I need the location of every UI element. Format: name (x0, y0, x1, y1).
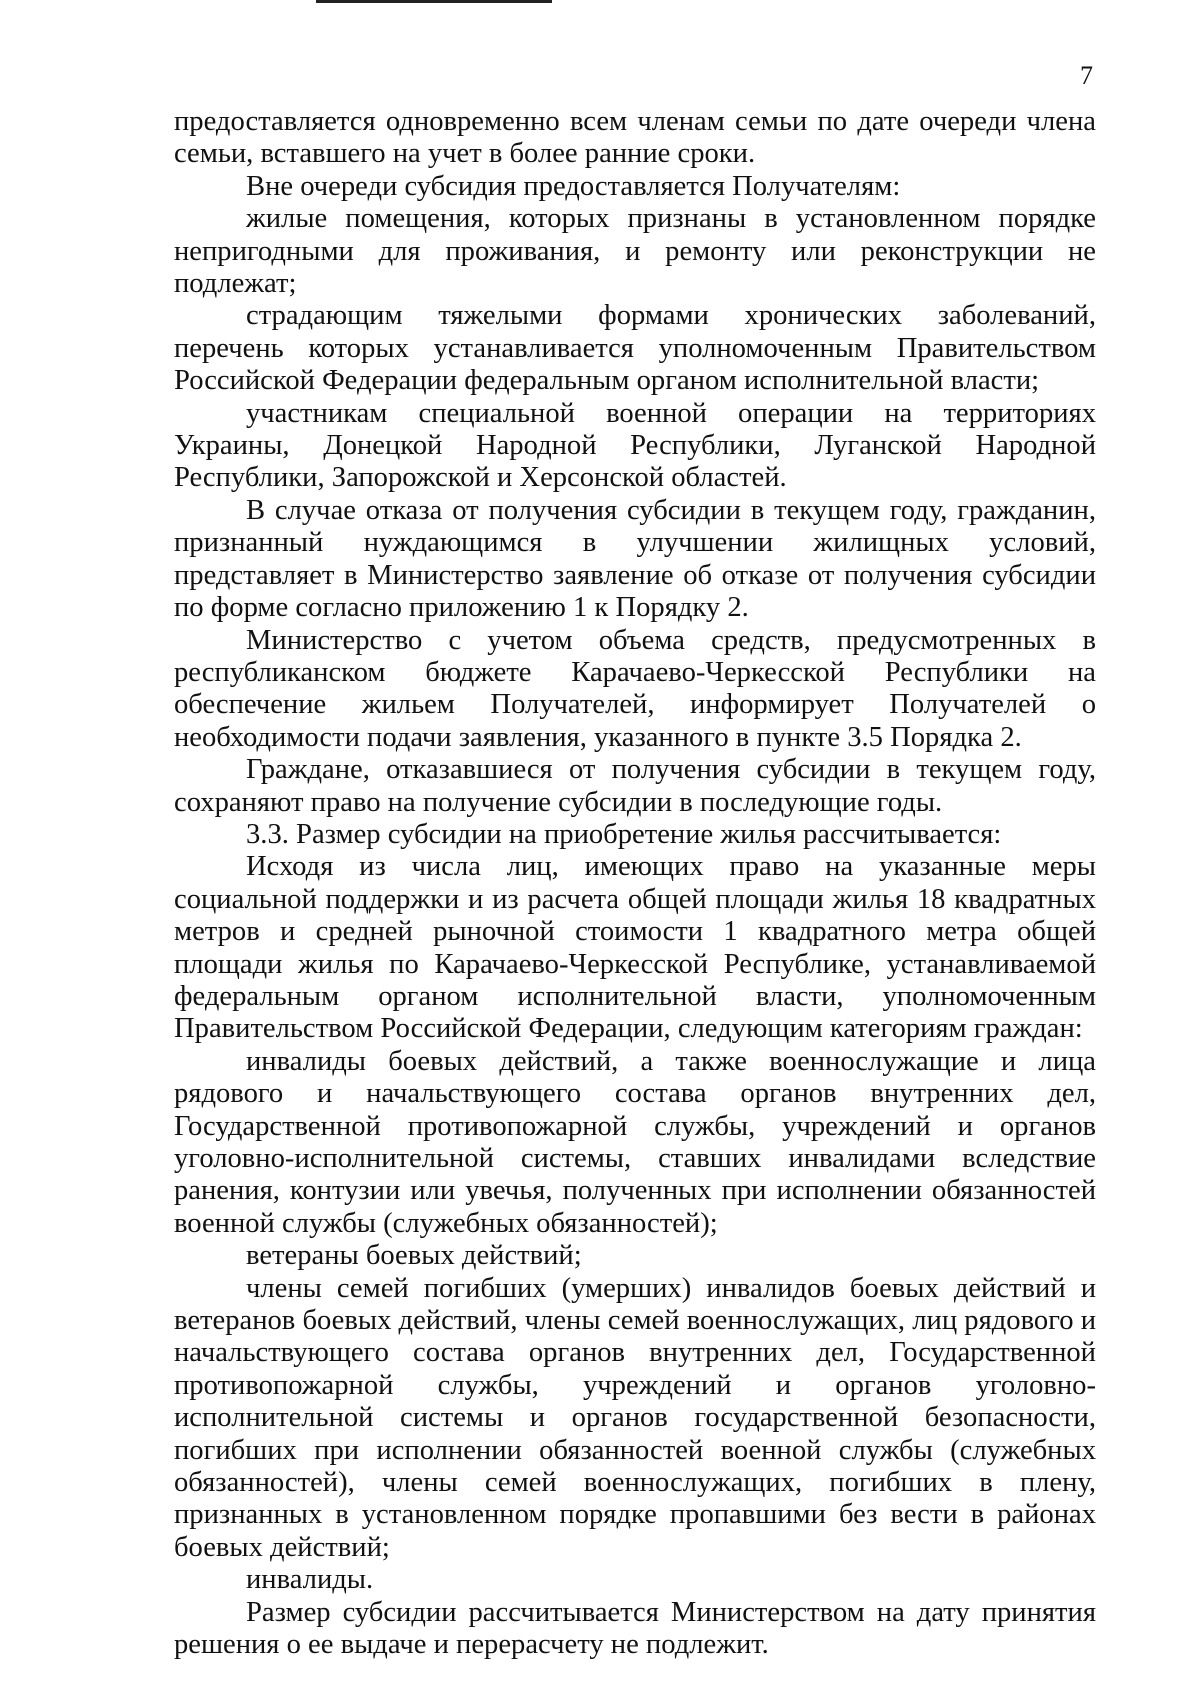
paragraph: Размер субсидии рассчитывается Министерством на дату принятия решения о ее выдаче и перерасчету не подлежит. (174, 1596, 1096, 1661)
paragraph: страдающим тяжелыми формами хронических заболеваний, перечень которых устанавливается уполномоченным Правительством Российской Федерации федеральным органом исполнительной власти; (174, 300, 1096, 397)
paragraph: участникам специальной военной операции на территориях Украины, Донецкой Народной Республики, Луганской Народной Республики, Запорожской и Херсонской областей. (174, 397, 1096, 494)
paragraph: В случае отказа от получения субсидии в текущем году, гражданин, признанный нуждающимся в улучшении жилищных условий, представляет в Министерство заявление об отказе от получения субсидии по форме согласно приложению 1 к Порядку 2. (174, 494, 1096, 624)
paragraph: Вне очереди субсидия предоставляется Получателям: (246, 170, 901, 202)
paragraph: Исходя из числа лиц, имеющих право на указанные меры социальной поддержки и из расчета общей площади жилья 18 квадратных метров и средней рыночной стоимости 1 квадратного метра общей площади жилья по Карачаево-Черкесской Республике, устанавливаемой федеральным органом исполнительной власти, уполномоченным Правительством Российской Федерации, следующим категориям граждан: (174, 851, 1096, 1045)
paragraph: инвалиды боевых действий, а также военнослужащие и лица рядового и начальствующего состава органов внутренних дел, Государственной противопожарной службы, учреждений и органов уголовно-исполнительной системы, ставших инвалидами вследствие ранения, контузии или увечья, полученных при исполнении обязанностей военной службы (служебных обязанностей); (174, 1045, 1096, 1239)
paragraph: предоставляется одновременно всем членам семьи по дате очереди члена семьи, вставшего на учет в более ранние сроки. (174, 106, 1096, 170)
paragraph: Граждане, отказавшиеся от получения субсидии в текущем году, сохраняют право на получение субсидии в последующие годы. (174, 754, 1096, 818)
paragraph: 3.3. Размер субсидии на приобретение жилья рассчитывается: (246, 818, 1002, 850)
paragraph: ветераны боевых действий; (246, 1240, 582, 1272)
page-body (174, 106, 1096, 1662)
top-rule (316, 0, 552, 3)
page-number: 7 (1080, 61, 1093, 90)
paragraph: жилые помещения, которых признаны в установленном порядке непригодными для проживания, и ремонту или реконструкции не подлежат; (174, 203, 1096, 300)
paragraph: Министерство с учетом объема средств, предусмотренных в республиканском бюджете Карачаево-Черкесской Республики на обеспечение жильем Получателей, информирует Получателей о необходимости подачи заявления, указанного в пункте 3.5 Порядка 2. (174, 624, 1096, 753)
paragraph: инвалиды. (246, 1564, 374, 1596)
paragraph: члены семей погибших (умерших) инвалидов боевых действий и ветеранов боевых действий, члены семей военнослужащих, лиц рядового и начальствующего состава органов внутренних дел, Государственной противопожарной службы, учреждений и органов уголовно-исполнительной системы и органов государственной безопасности, погибших при исполнении обязанностей военной службы (служебных обязанностей), члены семей военнослужащих, погибших в плену, признанных в установленном порядке пропавшими без вести в районах боевых действий; (174, 1272, 1096, 1563)
